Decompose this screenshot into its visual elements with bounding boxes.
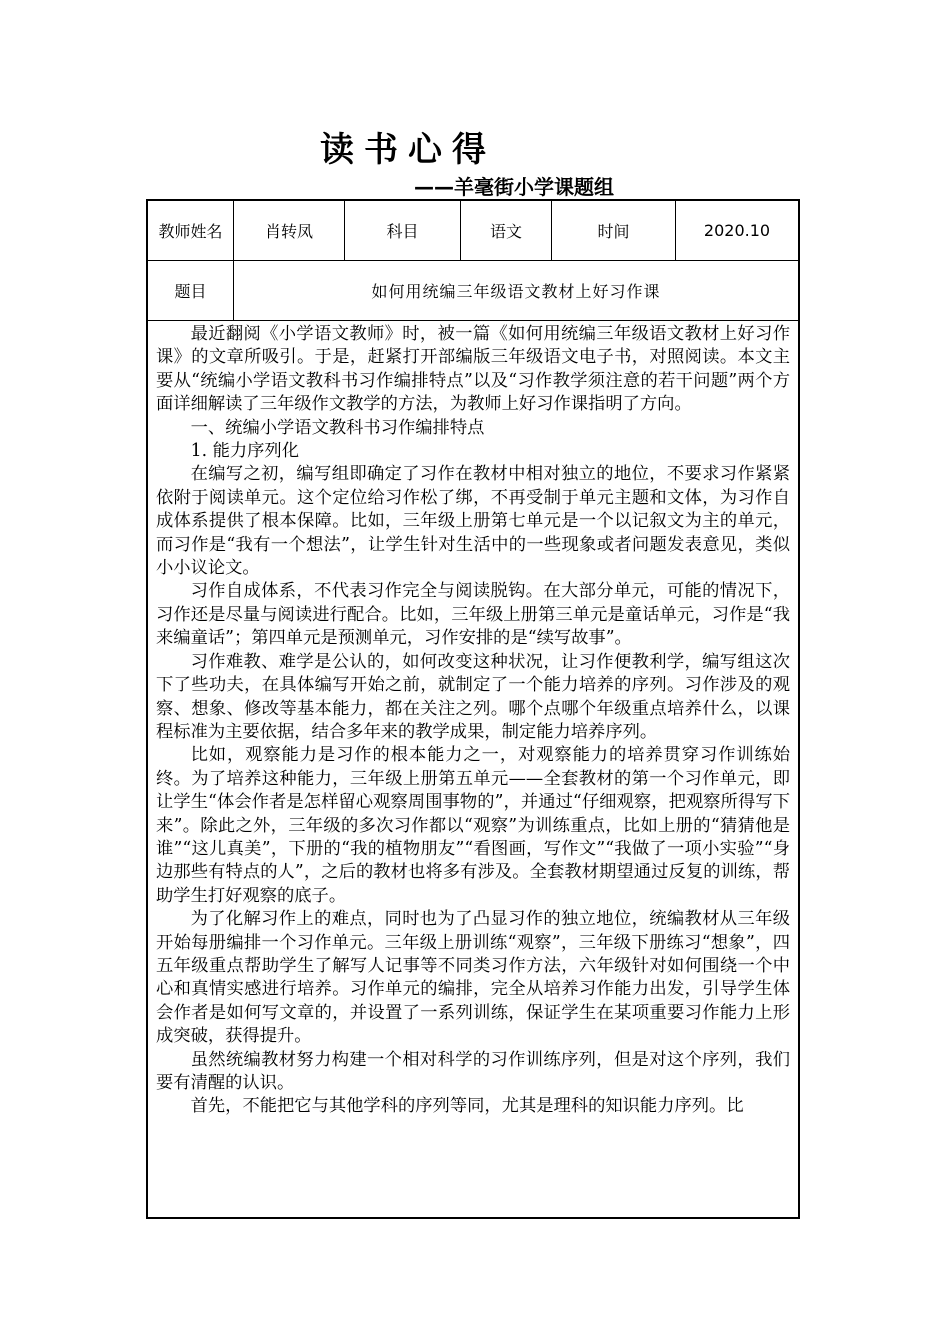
teacher-name-label: 教师姓名 [158, 222, 223, 241]
paragraph: 虽然统编教材努力构建一个相对科学的习作训练序列，但是对这个序列，我们要有清醒的认识。 [156, 1049, 790, 1093]
paragraph: 习作难教、难学是公认的，如何改变这种状况，让习作便教利学，编写组这次下了些功夫，在具体编写开始之前，就制定了一个能力培养的序列。习作涉及的观察、想象、修改等基本能力，都在关注之列。哪个点哪个年级重点培养什么，以课程标准为主要依据，结合多年来的教学成果，制定能力培养序列。 [156, 651, 790, 742]
time-value: 2020.10 [703, 221, 771, 240]
page-title: 读书心得 [320, 130, 496, 170]
notes-body [148, 321, 798, 1217]
topic-row [148, 261, 798, 321]
page-subtitle: ——羊毫街小学课题组 [414, 175, 614, 199]
paragraph: 为了化解习作上的难点，同时也为了凸显习作的独立地位，统编教材从三年级开始每册编排一个习作单元。三年级上册训练“观察”，三年级下册练习“想象”，四五年级重点帮助学生了解写人记事等不同类习作方法，六年级针对如何围绕一个中心和真情实感进行培养。习作单元的编排，完全从培养习作能力出发，引导学生体会作者是如何写文章的，并设置了一系列训练，保证学生在某项重要习作能力上形成突破，获得提升。 [156, 909, 790, 1047]
info-row [148, 201, 798, 261]
paragraph: 在编写之初，编写组即确定了习作在教材中相对独立的地位，不要求习作紧紧依附于阅读单元。这个定位给习作松了绑，不再受制于单元主题和文体，为习作自成体系提供了根本保障。比如，三年级上册第七单元是一个以记叙文为主的单元，而习作是“我有一个想法”，让学生针对生活中的一些现象或者问题发表意见，类似小小议论文。 [156, 464, 790, 579]
topic-value: 如何用统编三年级语文教材上好习作课 [371, 282, 661, 301]
paragraph: 比如，观察能力是习作的根本能力之一，对观察能力的培养贯穿习作训练始终。为了培养这种能力，三年级上册第五单元——全套教材的第一个习作单元，即让学生“体会作者是怎样留心观察周围事物的”，并通过“仔细观察，把观察所得写下来”。除此之外，三年级的多次习作都以“观察”为训练重点，比如上册的“猜猜他是谁”“这儿真美”，下册的“我的植物朋友”“看图画，写作文”“我做了一项小实验”“身边那些有特点的人”，之后的教材也将多有涉及。全套教材期望通过反复的训练，帮助学生打好观察的底子。 [156, 745, 790, 906]
reading-notes-form [146, 199, 800, 1219]
paragraph: 最近翻阅《小学语文教师》时，被一篇《如何用统编三年级语文教材上好习作课》的文章所吸引。于是，赶紧打开部编版三年级语文电子书，对照阅读。本文主要从“统编小学语文教科书习作编排特点”以及“习作教学须注意的若干问题”两个方面详细解读了三年级作文教学的方法，为教师上好习作课指明了方向。 [156, 324, 790, 415]
subsection-heading: 1. 能力序列化 [190, 441, 299, 462]
subject-value: 语文 [489, 222, 522, 241]
subject-label: 科目 [386, 222, 419, 241]
teacher-name-value: 肖转凤 [264, 222, 313, 241]
time-label: 时间 [597, 222, 630, 241]
paragraph: 首先，不能把它与其他学科的序列等同，尤其是理科的知识能力序列。比 [190, 1096, 744, 1117]
topic-label: 题目 [174, 282, 207, 301]
paragraph: 习作自成体系，不代表习作完全与阅读脱钩。在大部分单元，可能的情况下，习作还是尽量与阅读进行配合。比如，三年级上册第三单元是童话单元，习作是“我来编童话”；第四单元是预测单元，习作安排的是“续写故事”。 [156, 581, 790, 649]
section-heading: 一、统编小学语文教科书习作编排特点 [190, 417, 485, 438]
